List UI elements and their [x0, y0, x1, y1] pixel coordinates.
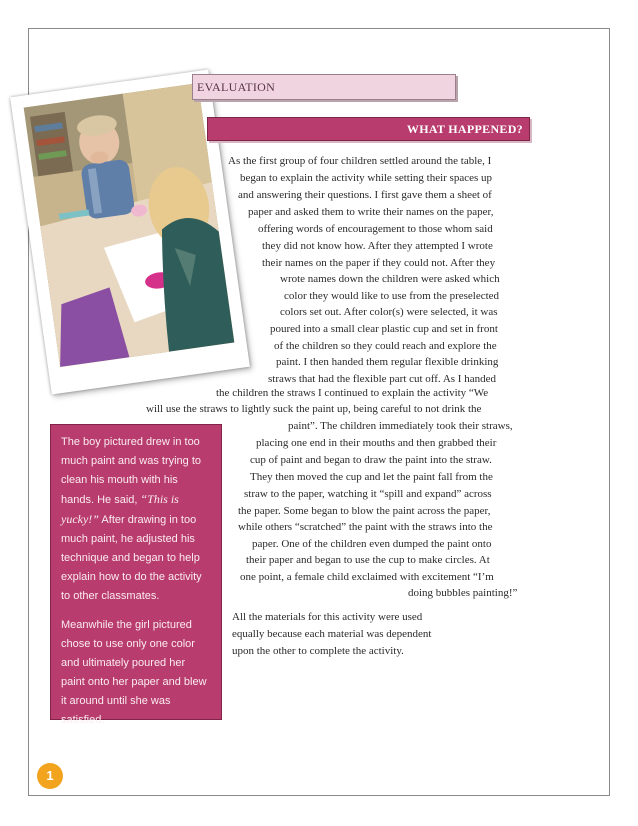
- body-line: of the children so they could reach and explore the: [274, 340, 497, 352]
- body-line: straws that had the flexible part cut off. As I handed: [268, 373, 496, 385]
- sidebar-line: technique and began to help: [61, 552, 200, 564]
- body-line: paper and asked them to write their names on the paper,: [248, 206, 494, 218]
- sidebar-line: explain how to do the activity: [61, 571, 202, 583]
- sidebar-line: it around until she was: [61, 695, 171, 707]
- quote-text: “This is: [140, 492, 179, 506]
- materials-paragraph: All the materials for this activity were used equally because each material was dependent upon the other to complete the activity.: [232, 611, 432, 657]
- sidebar-line: to other classmates.: [61, 590, 160, 602]
- sidebar-line: much paint and was trying to: [61, 455, 202, 467]
- body-line: color they would like to use from the preselected: [284, 290, 500, 302]
- sidebar-line: much paint, he adjusted his: [61, 533, 195, 545]
- sidebar-line: Meanwhile the girl pictured: [61, 619, 192, 631]
- body-line: paper. One of the children even dumped the paint onto: [252, 538, 492, 550]
- sidebar-line: and ultimately poured her: [61, 657, 186, 669]
- body-line: They then moved the cup and let the paint fall from the: [250, 471, 493, 483]
- sidebar-line-quote: [61, 490, 215, 510]
- body-line: doing bubbles painting!”: [408, 587, 518, 599]
- sidebar-line: The boy pictured drew in too: [61, 436, 200, 448]
- evaluation-heading: EVALUATION: [192, 74, 456, 100]
- body-line: wrote names down the children were asked which: [280, 273, 500, 285]
- body-line: straw to the paper, watching it “spill and expand” across: [244, 488, 492, 500]
- quote-text-end: yucky!”: [61, 512, 99, 526]
- sidebar-callout: [50, 424, 222, 726]
- body-line: and answering their questions. I first gave them a sheet of: [238, 189, 492, 201]
- body-line: their paper and began to use the cup to make circles. At: [246, 554, 490, 566]
- body-line: As the first group of four children settled around the table, I: [228, 155, 492, 167]
- body-line: poured into a small clear plastic cup and set in front: [270, 323, 498, 335]
- sidebar-line: clean his mouth with his: [61, 474, 178, 486]
- body-line: began to explain the activity while setting their spaces up: [240, 172, 493, 184]
- photo-illustration: [24, 83, 235, 367]
- sidebar-line: paint onto her paper and blew: [61, 676, 207, 688]
- body-line: while others “scratched” the paint with the straws into the: [238, 521, 493, 533]
- body-line: cup of paint and began to draw the paint into the straw.: [250, 454, 492, 466]
- sidebar-line-quote-end: [61, 510, 215, 530]
- body-line: the children the straws I continued to explain the activity “We: [216, 387, 489, 399]
- body-line: paint”. The children immediately took their straws,: [288, 420, 513, 432]
- body-line: their names on the paper if they could not. After they: [262, 257, 496, 269]
- sidebar-paragraph-boy: [61, 433, 215, 606]
- body-line: paint. I then handed them regular flexible drinking: [276, 356, 499, 368]
- sidebar-text: hands. He said,: [61, 494, 141, 506]
- body-line: will use the straws to lightly suck the paint up, being careful to not drink the: [146, 403, 482, 415]
- body-line: one point, a female child exclaimed with excitement “I’m: [240, 571, 494, 583]
- body-line: offering words of encouragement to those whom said: [258, 223, 493, 235]
- body-line: colors set out. After color(s) were selected, it was: [280, 306, 498, 318]
- sidebar-line: chose to use only one color: [61, 638, 195, 650]
- photo-image: [24, 83, 235, 367]
- body-line: they did not know how. After they attempted I wrote: [262, 240, 493, 252]
- body-line: placing one end in their mouths and then grabbed their: [256, 437, 497, 449]
- sidebar-paragraph-girl: [61, 616, 215, 730]
- what-happened-heading: WHAT HAPPENED?: [207, 117, 530, 141]
- sidebar-text: After drawing in too: [98, 514, 197, 526]
- body-line: the paper. Some began to blow the paint across the paper,: [238, 505, 491, 517]
- page-number-badge: 1: [37, 763, 63, 789]
- sidebar-line: satisfied.: [61, 714, 105, 726]
